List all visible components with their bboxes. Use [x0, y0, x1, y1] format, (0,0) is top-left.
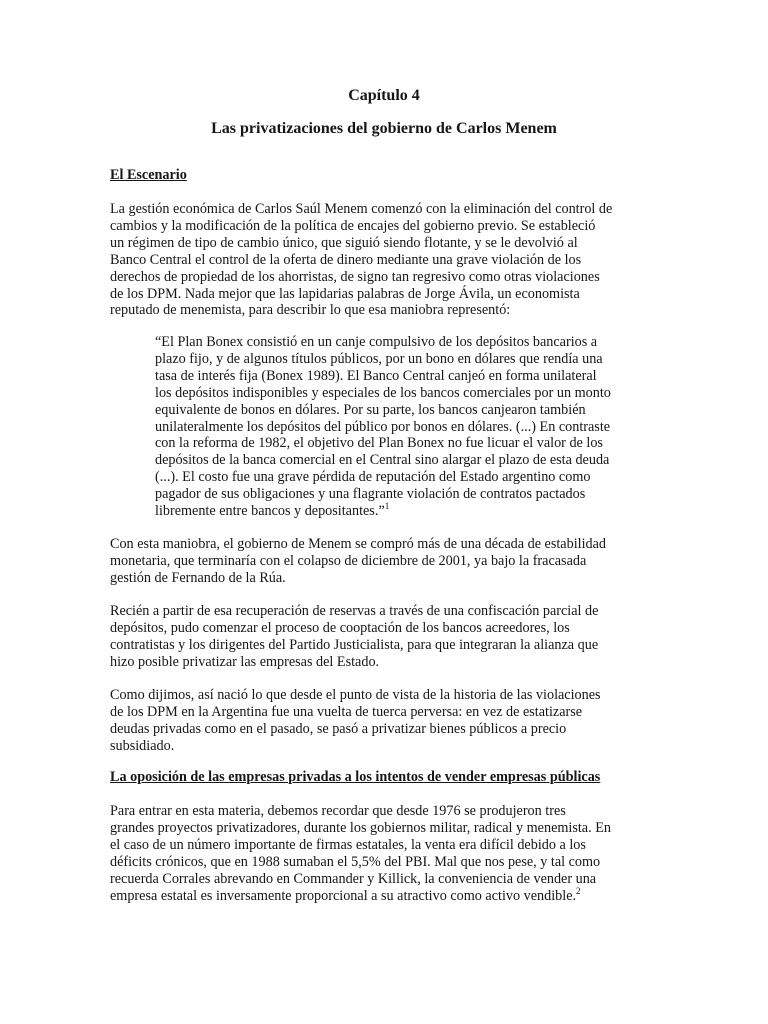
text-line: de los DPM en la Argentina fue una vuelta de tuerca perversa: en vez de estatizarse: [110, 703, 583, 720]
quote-line: (...). El costo fue una grave pérdida de reputación del Estado argentino como: [155, 469, 591, 486]
quote-line: “El Plan Bonex consistió en un canje compulsivo de los depósitos bancarios a: [155, 334, 598, 350]
text-line: hizo posible privatizar las empresas del Estado.: [110, 653, 380, 670]
footnote-ref-2[interactable]: 2: [576, 885, 581, 896]
text-line: derechos de propiedad de los ahorristas, de signo tan regresivo como otras violaciones: [110, 268, 600, 285]
quote-line: plazo fijo, y de algunos títulos públicos, por un bono en dólares que rendía una: [155, 350, 603, 367]
text-line: Recién a partir de esa recuperación de reservas a través de una confiscación parcial de: [110, 603, 599, 619]
quote-line: pagador de sus obligaciones y una flagrante violación de contratos pactados: [155, 486, 586, 503]
text-line: depósitos, pudo comenzar el proceso de cooptación de los bancos acreedores, los: [110, 619, 570, 636]
text-line: subsidiado.: [110, 737, 175, 754]
quote-text: libremente entre bancos y depositantes.”: [155, 503, 385, 520]
quote-line: con la reforma de 1982, el objetivo del Plan Bonex no fue licuar el valor de los: [155, 435, 603, 452]
quote-line: tasa de interés fija (Bonex 1989). El Banco Central canjeó en forma unilateral: [155, 367, 597, 384]
text-line: grandes proyectos privatizadores, durante los gobiernos militar, radical y menemista. En: [110, 819, 611, 836]
paragraph-como-dijimos: [110, 687, 662, 755]
text-line: recuerda Corrales abrevando en Commander y Killick, la conveniencia de vender una: [110, 870, 597, 887]
text-line: cambios y la modificación de la política de encajes del gobierno previo. Se estableció: [110, 217, 596, 234]
text-line: Banco Central el control de la oferta de dinero mediante una grave violación de los: [110, 251, 582, 268]
quote-line: los depósitos indisponibles y especiales de los bancos comerciales por un monto: [155, 384, 611, 401]
paragraph-reservas: [110, 603, 662, 671]
chapter-heading: Capítulo 4: [348, 87, 420, 104]
text-line: el caso de un número importante de firmas estatales, la venta era difícil debido a los: [110, 836, 586, 853]
text-line-last: [110, 885, 662, 905]
section-heading-el-escenario: El Escenario: [110, 167, 187, 183]
text-line: déficits crónicos, que en 1988 sumaban el 5,5% del PBI. Mal que nos pese, y tal como: [110, 853, 601, 870]
text-line: Como dijimos, así nació lo que desde el punto de vista de la historia de las violaciones: [110, 687, 601, 703]
quote-line: depósitos de la banca comercial en el Central sino alargar el plazo de esta deuda: [155, 452, 610, 469]
quote-line: equivalente de bonos en dólares. Por su parte, los bancos canjearon también: [155, 401, 586, 418]
paragraph-intro: [110, 201, 662, 319]
text-line: La gestión económica de Carlos Saúl Menem comenzó con la eliminación del control de: [110, 201, 613, 217]
footnote-ref-1[interactable]: 1: [384, 501, 390, 512]
chapter-title: Las privatizaciones del gobierno de Carlos Menem: [211, 120, 557, 137]
text-line: un régimen de tipo de cambio único, que siguió siendo flotante, y se le devolvió al: [110, 234, 578, 251]
section-heading-oposicion: La oposición de las empresas privadas a los intentos de vender empresas públicas: [110, 769, 601, 785]
text-line: reputado de menemista, para describir lo que esa maniobra representó:: [110, 302, 511, 319]
text-line: de los DPM. Nada mejor que las lapidarias palabras de Jorge Ávila, un economista: [110, 285, 580, 302]
quote-line-last: [155, 503, 657, 520]
paragraph-text: empresa estatal es inversamente proporcional a su atractivo como activo vendible.: [110, 887, 577, 904]
text-line: Con esta maniobra, el gobierno de Menem se compró más de una década de estabilidad: [110, 536, 607, 552]
text-line: gestión de Fernando de la Rúa.: [110, 569, 286, 586]
text-line: deudas privadas como en el pasado, se pasó a privatizar bienes públicos a precio: [110, 720, 567, 737]
text-line: Para entrar en esta materia, debemos recordar que desde 1976 se produjeron tres: [110, 803, 566, 819]
text-line: monetaria, que terminaría con el colapso de diciembre de 2001, ya bajo la fracasada: [110, 552, 587, 569]
text-line: contratistas y los dirigentes del Partido Justicialista, para que integraran la alianza que: [110, 636, 599, 653]
block-quote-avila: [155, 334, 657, 520]
quote-line: unilateralmente los depósitos del público por bonos en dólares. (...) En contraste: [155, 418, 611, 435]
paragraph-privatizadores: [110, 803, 662, 904]
paragraph-maniobra: [110, 536, 662, 587]
